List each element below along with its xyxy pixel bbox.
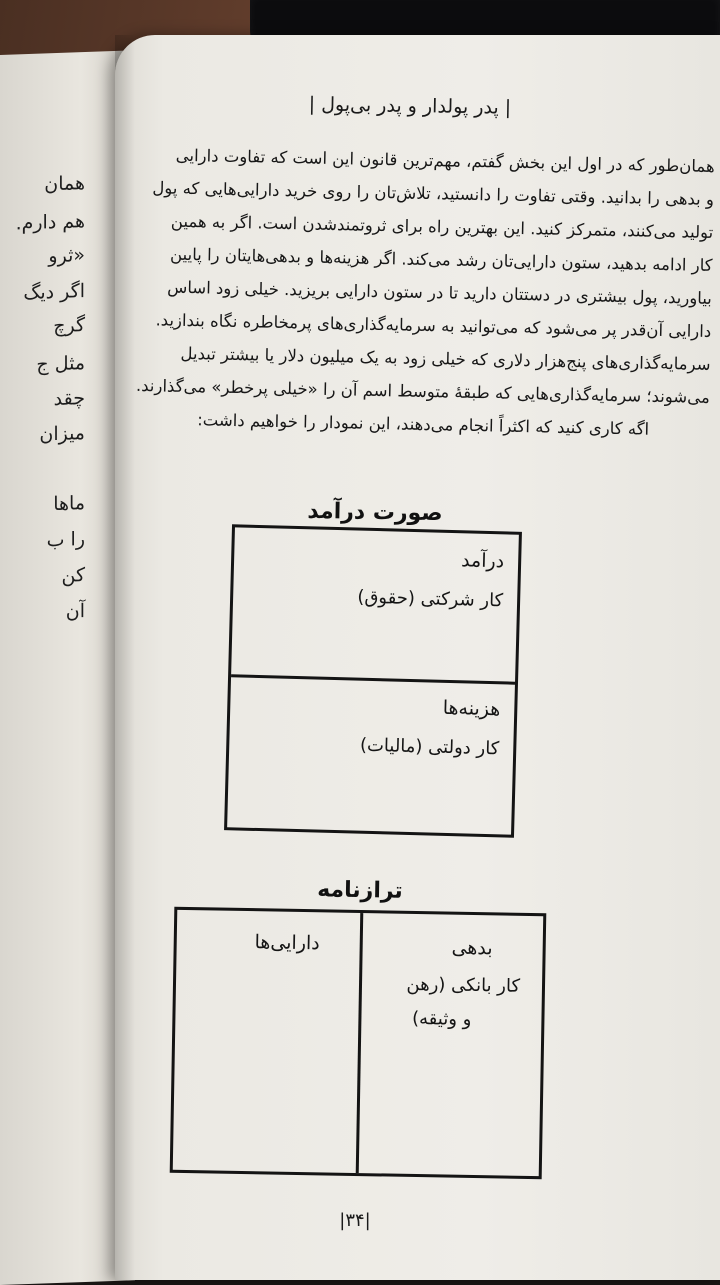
left-page-fragment: را ب bbox=[46, 528, 85, 552]
paragraph-line: کار ادامه بدهید، ستون دارایی‌تان رشد می‌کند. اگر هزینه‌ها و بدهی‌هایتان را پایین bbox=[169, 244, 713, 275]
left-page-fragment: «ثرو bbox=[48, 244, 85, 268]
income-section bbox=[231, 527, 519, 684]
paragraph-line: و بدهی را بدانید. وقتی تفاوت را دانستید، تلاش‌تان را روی خرید دارایی‌هایی که پول bbox=[152, 178, 715, 209]
paragraph-line: اگه کاری کنید که اکثراً انجام می‌دهند، این نمودار را خواهیم داشت: bbox=[196, 410, 650, 439]
income-statement-diagram bbox=[224, 524, 522, 837]
paragraph-line: سرمایه‌گذاری‌های پنج‌هزار دلاری که خیلی زود به یک میلیون دلار یا بیشتر تبدیل bbox=[180, 343, 711, 374]
left-page-fragment: گرچ bbox=[53, 314, 85, 338]
income-item: کار شرکتی (حقوق) bbox=[357, 586, 504, 612]
expenses-label: هزینه‌ها bbox=[442, 696, 501, 721]
left-page-fragment: ماها bbox=[53, 492, 85, 516]
paragraph-line: دارایی آن‌قدر پر می‌شود که می‌توانید به سرمایه‌گذاری‌های پرمخاطره نگاه بندازید. bbox=[155, 310, 712, 341]
page-number: |۳۴| bbox=[339, 1210, 371, 1231]
left-page-fragment: کن bbox=[61, 564, 85, 587]
left-page-fragment: مثل ج bbox=[36, 352, 85, 376]
income-statement-title: صورت درآمد bbox=[307, 498, 443, 527]
left-page-fragment: هم دارم. bbox=[15, 210, 85, 235]
paragraph-line: بیاورید، پول بیشتری در دستتان دارید تا در ستون دارایی بریزید. خیلی زود اساس bbox=[167, 277, 713, 308]
liabilities-label: بدهی bbox=[451, 936, 493, 960]
left-page-fragment: آن bbox=[65, 600, 85, 623]
expenses-section bbox=[227, 677, 515, 834]
income-label: درآمد bbox=[460, 549, 505, 573]
paragraph-line: تولید می‌کنند، متمرکز کنید. این بهترین راه برای ثروتمندشدن است. اگر به همین bbox=[170, 211, 714, 242]
paragraph-line: می‌شوند؛ سرمایه‌گذاری‌هایی که طبقهٔ متوسط اسم آن را «خیلی پرخطر» می‌گذارند. bbox=[135, 375, 711, 407]
balance-sheet-diagram bbox=[170, 907, 547, 1179]
liabilities-item-line1: کار بانکی (رهن bbox=[406, 973, 521, 997]
liabilities-item-line2: و وثیقه) bbox=[411, 1007, 472, 1030]
left-page-fragment: همان bbox=[44, 172, 85, 196]
liabilities-column bbox=[356, 913, 544, 1176]
left-page-fragment: چقد bbox=[53, 387, 85, 411]
assets-column bbox=[173, 910, 364, 1173]
left-page-fragment: میزان bbox=[39, 422, 85, 446]
running-head: | پدر پولدار و پدر بی‌پول | bbox=[308, 93, 512, 119]
expenses-item: کار دولتی (مالیات) bbox=[359, 734, 500, 760]
assets-label: دارایی‌ها bbox=[254, 931, 320, 955]
left-page-fragment: اگر دیگ bbox=[23, 280, 85, 305]
body-paragraph bbox=[119, 138, 715, 447]
balance-sheet-title: ترازنامه bbox=[316, 877, 404, 904]
paragraph-line: همان‌طور که در اول این بخش گفتم، مهم‌ترین قانون این است که تفاوت دارایی bbox=[175, 145, 715, 176]
